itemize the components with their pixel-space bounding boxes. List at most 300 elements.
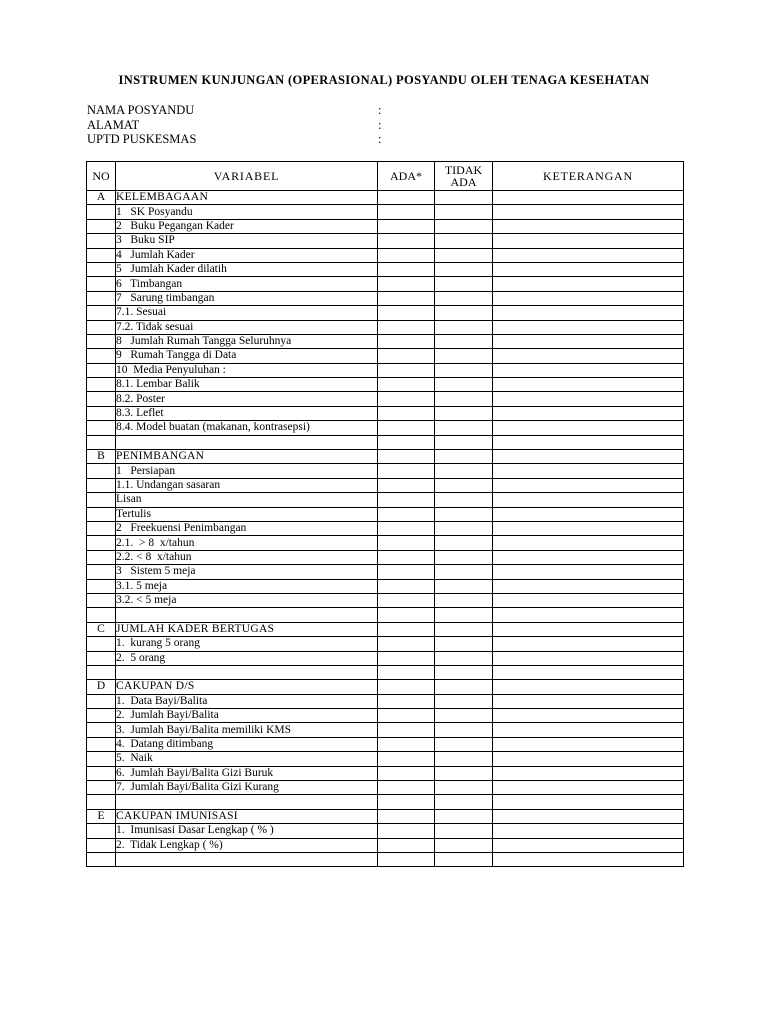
- tidak-ada-cell[interactable]: [435, 421, 493, 435]
- ada-cell[interactable]: [378, 766, 435, 780]
- ada-cell[interactable]: [378, 349, 435, 363]
- row-variabel: 2. Tidak Lengkap ( %): [116, 838, 378, 852]
- ada-cell[interactable]: [378, 694, 435, 708]
- tidak-ada-cell[interactable]: [435, 507, 493, 521]
- document-title: INSTRUMEN KUNJUNGAN (OPERASIONAL) POSYANDU OLEH TENAGA KESEHATAN: [118, 73, 650, 87]
- table-row: [87, 363, 684, 377]
- keterangan-cell[interactable]: [493, 795, 684, 809]
- tidak-ada-cell[interactable]: [435, 723, 493, 737]
- row-variabel: 10 Media Penyuluhan :: [116, 363, 378, 377]
- tidak-ada-cell[interactable]: [435, 320, 493, 334]
- keterangan-cell[interactable]: [493, 852, 684, 866]
- keterangan-cell[interactable]: [493, 406, 684, 420]
- row-no: [87, 219, 116, 233]
- table-row: [87, 478, 684, 492]
- keterangan-cell[interactable]: [493, 205, 684, 219]
- table-row: [87, 493, 684, 507]
- ada-cell[interactable]: [378, 334, 435, 348]
- field-nama-posyandu: [87, 103, 407, 118]
- ada-cell[interactable]: [378, 852, 435, 866]
- field-label: ALAMAT: [87, 117, 140, 132]
- keterangan-cell[interactable]: [493, 320, 684, 334]
- ada-cell[interactable]: [378, 781, 435, 795]
- row-no: [87, 565, 116, 579]
- row-no: [87, 277, 116, 291]
- table-row: [87, 795, 684, 809]
- ada-cell[interactable]: [378, 234, 435, 248]
- header-fields: [87, 103, 407, 147]
- row-variabel: 8 Jumlah Rumah Tangga Seluruhnya: [116, 334, 378, 348]
- ada-cell[interactable]: [378, 406, 435, 420]
- ada-cell[interactable]: [378, 637, 435, 651]
- ada-cell[interactable]: [378, 608, 435, 622]
- table-row: [87, 291, 684, 305]
- ada-cell[interactable]: [378, 550, 435, 564]
- tidak-ada-cell[interactable]: [435, 709, 493, 723]
- field-uptd-puskesmas: [87, 132, 407, 147]
- keterangan-cell[interactable]: [493, 622, 684, 636]
- table-row: [87, 565, 684, 579]
- row-no: D: [87, 680, 116, 694]
- table-row: [87, 277, 684, 291]
- table-header-row: [87, 162, 684, 191]
- table-row: [87, 781, 684, 795]
- table-row: [87, 579, 684, 593]
- tidak-ada-cell[interactable]: [435, 378, 493, 392]
- keterangan-cell[interactable]: [493, 565, 684, 579]
- row-no: E: [87, 809, 116, 823]
- table-row: [87, 680, 684, 694]
- keterangan-cell[interactable]: [493, 219, 684, 233]
- ada-cell[interactable]: [378, 378, 435, 392]
- keterangan-cell[interactable]: [493, 824, 684, 838]
- tidak-ada-cell[interactable]: [435, 579, 493, 593]
- row-variabel: 7.2. Tidak sesuai: [116, 320, 378, 334]
- table-row: [87, 234, 684, 248]
- ada-cell[interactable]: [378, 737, 435, 751]
- table-row: [87, 219, 684, 233]
- table-row: [87, 349, 684, 363]
- tidak-ada-cell[interactable]: [435, 450, 493, 464]
- table-row: [87, 378, 684, 392]
- row-variabel: 6 Timbangan: [116, 277, 378, 291]
- row-variabel: 1 Persiapan: [116, 464, 378, 478]
- tidak-ada-cell[interactable]: [435, 262, 493, 276]
- row-no: [87, 406, 116, 420]
- table-row: [87, 651, 684, 665]
- row-no: C: [87, 622, 116, 636]
- keterangan-cell[interactable]: [493, 349, 684, 363]
- table-row: [87, 262, 684, 276]
- tidak-ada-cell[interactable]: [435, 234, 493, 248]
- table-body: [87, 191, 684, 867]
- table-row: [87, 507, 684, 521]
- tidak-ada-cell[interactable]: [435, 493, 493, 507]
- row-variabel: [116, 608, 378, 622]
- tidak-ada-cell[interactable]: [435, 277, 493, 291]
- row-variabel: 1. kurang 5 orang: [116, 637, 378, 651]
- keterangan-cell[interactable]: [493, 507, 684, 521]
- keterangan-cell[interactable]: [493, 651, 684, 665]
- row-variabel: 8.4. Model buatan (makanan, kontrasepsi): [116, 421, 378, 435]
- table-row: [87, 406, 684, 420]
- row-variabel: 7.1. Sesuai: [116, 306, 378, 320]
- table-row: [87, 838, 684, 852]
- row-variabel: 1 SK Posyandu: [116, 205, 378, 219]
- ada-cell[interactable]: [378, 219, 435, 233]
- table-row: [87, 392, 684, 406]
- keterangan-cell[interactable]: [493, 478, 684, 492]
- row-no: B: [87, 450, 116, 464]
- keterangan-cell[interactable]: [493, 306, 684, 320]
- keterangan-cell[interactable]: [493, 809, 684, 823]
- ada-cell[interactable]: [378, 248, 435, 262]
- table-row: [87, 205, 684, 219]
- row-no: [87, 378, 116, 392]
- tidak-ada-cell[interactable]: [435, 593, 493, 607]
- ada-cell[interactable]: [378, 363, 435, 377]
- ada-cell[interactable]: [378, 809, 435, 823]
- ada-cell[interactable]: [378, 752, 435, 766]
- keterangan-cell[interactable]: [493, 521, 684, 535]
- table-row: [87, 435, 684, 449]
- ada-cell[interactable]: [378, 464, 435, 478]
- table-row: [87, 593, 684, 607]
- keterangan-cell[interactable]: [493, 766, 684, 780]
- tidak-ada-cell[interactable]: [435, 392, 493, 406]
- row-variabel: 7 Sarung timbangan: [116, 291, 378, 305]
- row-no: [87, 507, 116, 521]
- keterangan-cell[interactable]: [493, 579, 684, 593]
- keterangan-cell[interactable]: [493, 723, 684, 737]
- ada-cell[interactable]: [378, 536, 435, 550]
- tidak-ada-cell[interactable]: [435, 665, 493, 679]
- table-row: [87, 809, 684, 823]
- row-variabel: 7. Jumlah Bayi/Balita Gizi Kurang: [116, 781, 378, 795]
- ada-cell[interactable]: [378, 205, 435, 219]
- table-row: [87, 320, 684, 334]
- keterangan-cell[interactable]: [493, 392, 684, 406]
- header-keterangan: KETERANGAN: [493, 162, 684, 191]
- table-row: [87, 824, 684, 838]
- row-variabel: 2.1. > 8 x/tahun: [116, 536, 378, 550]
- ada-cell[interactable]: [378, 723, 435, 737]
- keterangan-cell[interactable]: [493, 593, 684, 607]
- keterangan-cell[interactable]: [493, 191, 684, 205]
- ada-cell[interactable]: [378, 651, 435, 665]
- ada-cell[interactable]: [378, 795, 435, 809]
- field-label: UPTD PUSKESMAS: [87, 132, 197, 146]
- keterangan-cell[interactable]: [493, 493, 684, 507]
- ada-cell[interactable]: [378, 450, 435, 464]
- tidak-ada-cell[interactable]: [435, 550, 493, 564]
- row-no: [87, 838, 116, 852]
- ada-cell[interactable]: [378, 320, 435, 334]
- row-no: [87, 637, 116, 651]
- row-variabel: 3. Jumlah Bayi/Balita memiliki KMS: [116, 723, 378, 737]
- table-row: [87, 737, 684, 751]
- tidak-ada-cell[interactable]: [435, 334, 493, 348]
- table-row: [87, 665, 684, 679]
- row-variabel: CAKUPAN D/S: [116, 680, 378, 694]
- table-row: [87, 521, 684, 535]
- row-no: [87, 824, 116, 838]
- row-no: [87, 478, 116, 492]
- header-no: NO: [87, 162, 116, 191]
- row-variabel: 4 Jumlah Kader: [116, 248, 378, 262]
- row-variabel: 2. 5 orang: [116, 651, 378, 665]
- row-variabel: 1. Data Bayi/Balita: [116, 694, 378, 708]
- keterangan-cell[interactable]: [493, 838, 684, 852]
- row-variabel: [116, 795, 378, 809]
- table-row: [87, 306, 684, 320]
- row-variabel: KELEMBAGAAN: [116, 191, 378, 205]
- keterangan-cell[interactable]: [493, 277, 684, 291]
- field-separator: :: [378, 117, 382, 132]
- field-separator: :: [378, 103, 382, 117]
- tidak-ada-cell[interactable]: [435, 291, 493, 305]
- tidak-ada-cell[interactable]: [435, 795, 493, 809]
- row-no: [87, 234, 116, 248]
- ada-cell[interactable]: [378, 392, 435, 406]
- row-no: [87, 709, 116, 723]
- row-no: [87, 262, 116, 276]
- header-tidak-ada-label: TIDAK ADA: [444, 163, 483, 189]
- ada-cell[interactable]: [378, 478, 435, 492]
- field-label: NAMA POSYANDU: [87, 103, 195, 117]
- row-no: [87, 493, 116, 507]
- field-alamat: [87, 118, 407, 133]
- tidak-ada-cell[interactable]: [435, 651, 493, 665]
- tidak-ada-cell[interactable]: [435, 766, 493, 780]
- table-row: [87, 752, 684, 766]
- row-no: [87, 392, 116, 406]
- keterangan-cell[interactable]: [493, 680, 684, 694]
- row-variabel: 2 Freekuensi Penimbangan: [116, 521, 378, 535]
- ada-cell[interactable]: [378, 593, 435, 607]
- keterangan-cell[interactable]: [493, 378, 684, 392]
- row-no: [87, 593, 116, 607]
- keterangan-cell[interactable]: [493, 608, 684, 622]
- row-variabel: 3 Buku SIP: [116, 234, 378, 248]
- keterangan-cell[interactable]: [493, 737, 684, 751]
- row-variabel: CAKUPAN IMUNISASI: [116, 809, 378, 823]
- table-row: [87, 450, 684, 464]
- ada-cell[interactable]: [378, 306, 435, 320]
- row-no: [87, 766, 116, 780]
- table-row: [87, 622, 684, 636]
- row-variabel: [116, 665, 378, 679]
- row-no: [87, 550, 116, 564]
- row-no: [87, 536, 116, 550]
- row-variabel: Lisan: [116, 493, 378, 507]
- header-tidak-ada: [435, 162, 493, 191]
- keterangan-cell[interactable]: [493, 694, 684, 708]
- ada-cell[interactable]: [378, 579, 435, 593]
- tidak-ada-cell[interactable]: [435, 565, 493, 579]
- ada-cell[interactable]: [378, 435, 435, 449]
- ada-cell[interactable]: [378, 421, 435, 435]
- row-variabel: 3.1. 5 meja: [116, 579, 378, 593]
- table-row: [87, 694, 684, 708]
- row-variabel: 9 Rumah Tangga di Data: [116, 349, 378, 363]
- row-no: [87, 464, 116, 478]
- table-row: [87, 191, 684, 205]
- row-no: A: [87, 191, 116, 205]
- ada-cell[interactable]: [378, 680, 435, 694]
- ada-cell[interactable]: [378, 565, 435, 579]
- row-no: [87, 723, 116, 737]
- table-row: [87, 766, 684, 780]
- row-variabel: [116, 435, 378, 449]
- tidak-ada-cell[interactable]: [435, 219, 493, 233]
- row-variabel: 1.1. Undangan sasaran: [116, 478, 378, 492]
- tidak-ada-cell[interactable]: [435, 752, 493, 766]
- row-no: [87, 349, 116, 363]
- row-no: [87, 795, 116, 809]
- row-variabel: 4. Datang ditimbang: [116, 737, 378, 751]
- tidak-ada-cell[interactable]: [435, 464, 493, 478]
- tidak-ada-cell[interactable]: [435, 622, 493, 636]
- row-variabel: [116, 852, 378, 866]
- row-no: [87, 248, 116, 262]
- tidak-ada-cell[interactable]: [435, 637, 493, 651]
- tidak-ada-cell[interactable]: [435, 349, 493, 363]
- row-no: [87, 579, 116, 593]
- row-variabel: 8.3. Leflet: [116, 406, 378, 420]
- ada-cell[interactable]: [378, 665, 435, 679]
- table-row: [87, 421, 684, 435]
- row-no: [87, 320, 116, 334]
- keterangan-cell[interactable]: [493, 464, 684, 478]
- row-no: [87, 421, 116, 435]
- table-row: [87, 248, 684, 262]
- keterangan-cell[interactable]: [493, 781, 684, 795]
- ada-cell[interactable]: [378, 838, 435, 852]
- row-no: [87, 291, 116, 305]
- keterangan-cell[interactable]: [493, 637, 684, 651]
- ada-cell[interactable]: [378, 493, 435, 507]
- table-row: [87, 536, 684, 550]
- header-variabel: VARIABEL: [116, 162, 378, 191]
- keterangan-cell[interactable]: [493, 248, 684, 262]
- keterangan-cell[interactable]: [493, 435, 684, 449]
- row-variabel: 5 Jumlah Kader dilatih: [116, 262, 378, 276]
- row-variabel: Tertulis: [116, 507, 378, 521]
- row-variabel: 8.2. Poster: [116, 392, 378, 406]
- ada-cell[interactable]: [378, 521, 435, 535]
- tidak-ada-cell[interactable]: [435, 824, 493, 838]
- tidak-ada-cell[interactable]: [435, 536, 493, 550]
- row-variabel: 3.2. < 5 meja: [116, 593, 378, 607]
- row-no: [87, 205, 116, 219]
- tidak-ada-cell[interactable]: [435, 435, 493, 449]
- tidak-ada-cell[interactable]: [435, 205, 493, 219]
- row-no: [87, 752, 116, 766]
- ada-cell[interactable]: [378, 277, 435, 291]
- row-variabel: 3 Sistem 5 meja: [116, 565, 378, 579]
- ada-cell[interactable]: [378, 291, 435, 305]
- keterangan-cell[interactable]: [493, 536, 684, 550]
- tidak-ada-cell[interactable]: [435, 852, 493, 866]
- tidak-ada-cell[interactable]: [435, 521, 493, 535]
- ada-cell[interactable]: [378, 622, 435, 636]
- row-no: [87, 852, 116, 866]
- tidak-ada-cell[interactable]: [435, 809, 493, 823]
- keterangan-cell[interactable]: [493, 363, 684, 377]
- tidak-ada-cell[interactable]: [435, 781, 493, 795]
- row-variabel: JUMLAH KADER BERTUGAS: [116, 622, 378, 636]
- row-variabel: 2 Buku Pegangan Kader: [116, 219, 378, 233]
- row-variabel: 6. Jumlah Bayi/Balita Gizi Buruk: [116, 766, 378, 780]
- table-row: [87, 637, 684, 651]
- row-no: [87, 737, 116, 751]
- keterangan-cell[interactable]: [493, 262, 684, 276]
- tidak-ada-cell[interactable]: [435, 694, 493, 708]
- tidak-ada-cell[interactable]: [435, 838, 493, 852]
- tidak-ada-cell[interactable]: [435, 191, 493, 205]
- table-row: [87, 550, 684, 564]
- row-no: [87, 608, 116, 622]
- keterangan-cell[interactable]: [493, 291, 684, 305]
- keterangan-cell[interactable]: [493, 334, 684, 348]
- tidak-ada-cell[interactable]: [435, 737, 493, 751]
- row-variabel: 1. Imunisasi Dasar Lengkap ( % ): [116, 824, 378, 838]
- tidak-ada-cell[interactable]: [435, 363, 493, 377]
- keterangan-cell[interactable]: [493, 709, 684, 723]
- row-no: [87, 651, 116, 665]
- keterangan-cell[interactable]: [493, 450, 684, 464]
- row-no: [87, 665, 116, 679]
- row-no: [87, 781, 116, 795]
- ada-cell[interactable]: [378, 191, 435, 205]
- row-no: [87, 306, 116, 320]
- tidak-ada-cell[interactable]: [435, 478, 493, 492]
- keterangan-cell[interactable]: [493, 550, 684, 564]
- tidak-ada-cell[interactable]: [435, 306, 493, 320]
- tidak-ada-cell[interactable]: [435, 608, 493, 622]
- table-row: [87, 709, 684, 723]
- keterangan-cell[interactable]: [493, 421, 684, 435]
- row-variabel: 2. Jumlah Bayi/Balita: [116, 709, 378, 723]
- table-row: [87, 723, 684, 737]
- ada-cell[interactable]: [378, 824, 435, 838]
- ada-cell[interactable]: [378, 507, 435, 521]
- row-variabel: 5. Naik: [116, 752, 378, 766]
- row-variabel: 8.1. Lembar Balik: [116, 378, 378, 392]
- row-no: [87, 334, 116, 348]
- keterangan-cell[interactable]: [493, 752, 684, 766]
- table-row: [87, 464, 684, 478]
- tidak-ada-cell[interactable]: [435, 680, 493, 694]
- keterangan-cell[interactable]: [493, 234, 684, 248]
- ada-cell[interactable]: [378, 262, 435, 276]
- row-no: [87, 521, 116, 535]
- header-ada: ADA*: [378, 162, 435, 191]
- row-variabel: 2.2. < 8 x/tahun: [116, 550, 378, 564]
- table-row: [87, 334, 684, 348]
- keterangan-cell[interactable]: [493, 665, 684, 679]
- row-variabel: PENIMBANGAN: [116, 450, 378, 464]
- row-no: [87, 694, 116, 708]
- ada-cell[interactable]: [378, 709, 435, 723]
- table-row: [87, 608, 684, 622]
- tidak-ada-cell[interactable]: [435, 248, 493, 262]
- tidak-ada-cell[interactable]: [435, 406, 493, 420]
- checklist-table: [86, 161, 684, 867]
- row-no: [87, 363, 116, 377]
- row-no: [87, 435, 116, 449]
